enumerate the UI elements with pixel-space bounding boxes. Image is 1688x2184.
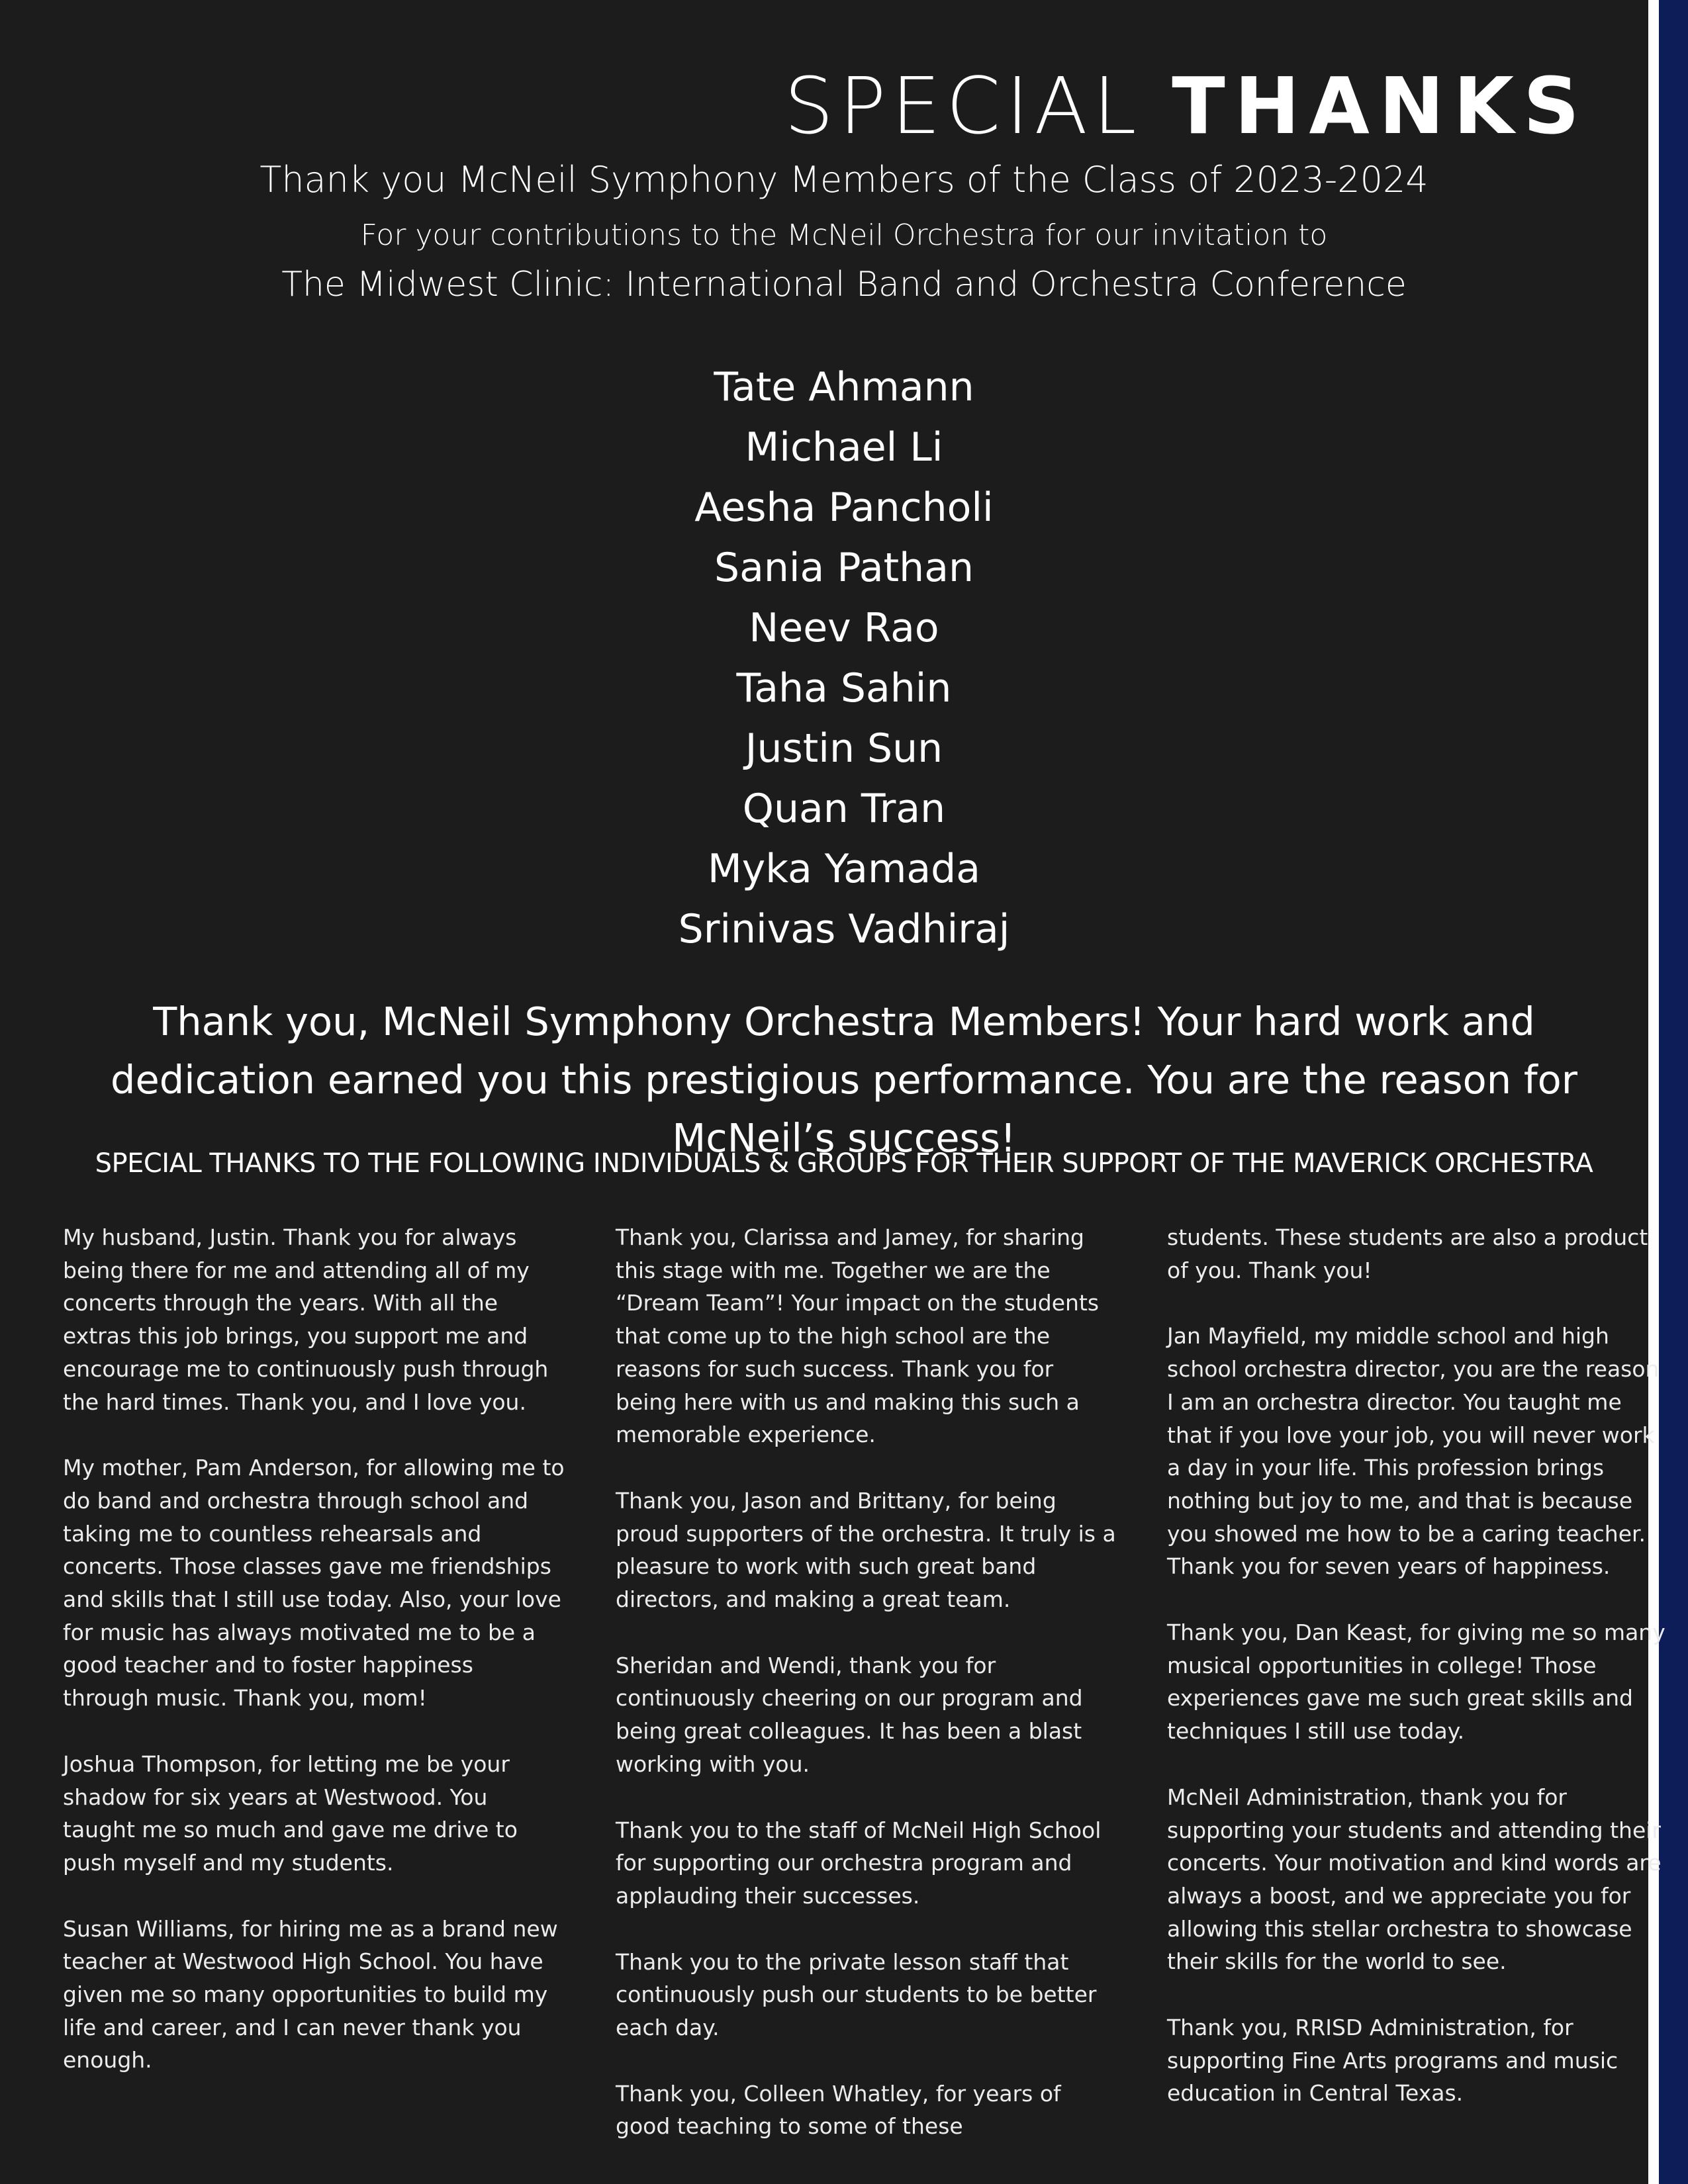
thanks-paragraph: students. These students are also a product of you. Thank you! — [1167, 1224, 1648, 1283]
member-name: Justin Sun — [745, 725, 943, 772]
member-name: Taha Sahin — [736, 665, 952, 711]
member-name: Neev Rao — [749, 605, 939, 651]
page-title-light: SPECIAL — [784, 60, 1172, 152]
intro-line-2: For your contributions to the McNeil Orchestra for our invitation to — [360, 218, 1328, 252]
thanks-paragraph: Thank you, RRISD Administration, for supporting Fine Arts programs and music education in Central Texas. — [1167, 2015, 1618, 2107]
member-name: Myka Yamada — [707, 846, 981, 892]
thanks-paragraph: Sheridan and Wendi, thank you for continuously cheering on our program and being great colleagues. It has been a blast working with you. — [616, 1652, 1083, 1777]
member-name: Aesha Pancholi — [694, 484, 994, 531]
thanks-paragraph: Jan Mayfield, my middle school and high school orchestra director, you are the reason I am an orchestra director. You taught me that if you love your job, you will never work a day in your life. This profession brings nothing but joy to me, and that is because you showed me how to be a caring teacher. Thank you for seven years of happiness. — [1167, 1323, 1660, 1580]
closing-message: Thank you, McNeil Symphony Orchestra Members! Your hard work and dedication earned you this prestigious performance. You are the reason for McNeil’s success! — [111, 999, 1577, 1161]
thanks-paragraph: Susan Williams, for hiring me as a brand new teacher at Westwood High School. You have given me so many opportunities to build my life and career, and I can never thank you enough. — [63, 1915, 558, 2073]
page-title — [784, 60, 1589, 152]
thanks-paragraph: McNeil Administration, thank you for supporting your students and attending their concerts. Your motivation and kind words are always a boost, and we appreciate you for allowing this stellar orchestra to showcase their skills for the world to see. — [1167, 1784, 1662, 1975]
section-header: SPECIAL THANKS TO THE FOLLOWING INDIVIDUALS & GROUPS FOR THEIR SUPPORT OF THE MAVERICK ORCHESTRA — [95, 1148, 1593, 1179]
thanks-column-1 — [63, 1221, 566, 2110]
page-title-bold: THANKS — [1172, 60, 1589, 152]
member-name: Quan Tran — [742, 786, 946, 832]
thanks-paragraph: Thank you, Dan Keast, for giving me so many musical opportunities in college! Those experiences gave me such great skills and techniques I still use today. — [1167, 1619, 1665, 1745]
thanks-paragraph: Thank you, Colleen Whatley, for years of good teaching to some of these — [616, 2080, 1061, 2140]
thanks-paragraph: Thank you to the private lesson staff that continuously push our students to be better each day. — [616, 1948, 1097, 2041]
member-name: Michael Li — [745, 424, 943, 471]
thanks-paragraph: Thank you, Jason and Brittany, for being proud supporters of the orchestra. It truly is a pleasure to work with such great band directors, and making a great team. — [616, 1487, 1116, 1613]
thanks-paragraph: Thank you to the staff of McNeil High School for supporting our orchestra program and applauding their successes. — [616, 1817, 1102, 1909]
member-name: Tate Ahmann — [714, 364, 974, 410]
thanks-paragraph: Joshua Thompson, for letting me be your shadow for six years at Westwood. You taught me so much and gave me drive to push myself and my students. — [63, 1751, 518, 1876]
member-name: Sania Pathan — [714, 545, 974, 591]
thanks-paragraph: Thank you, Clarissa and Jamey, for sharing this stage with me. Together we are the “Dream Team”! Your impact on the students that come up to the high school are the reasons for such success. Thank you for being here with us and making this such a memorable experience. — [616, 1224, 1100, 1448]
thanks-paragraph: My mother, Pam Anderson, for allowing me to do band and orchestra through school and taking me to countless rehearsals and concerts. Those classes gave me friendships and skills that I still use today. Also, your love for music has always motivated me to be a good teacher and to foster happiness through music. Thank you, mom! — [63, 1455, 565, 1711]
thanks-column-3 — [1167, 1221, 1670, 2143]
member-list — [0, 357, 1688, 960]
intro-line-1: Thank you McNeil Symphony Members of the Class of 2023-2024 — [259, 159, 1429, 201]
member-name: Srinivas Vadhiraj — [678, 906, 1010, 952]
thanks-paragraph: My husband, Justin. Thank you for always being there for me and attending all of my concerts through the years. With all the extras this job brings, you support me and encourage me to continuously push through the hard times. Thank you, and I love you. — [63, 1224, 549, 1415]
thanks-column-2 — [616, 1221, 1119, 2176]
intro-line-3: The Midwest Clinic: International Band and Orchestra Conference — [281, 265, 1407, 304]
